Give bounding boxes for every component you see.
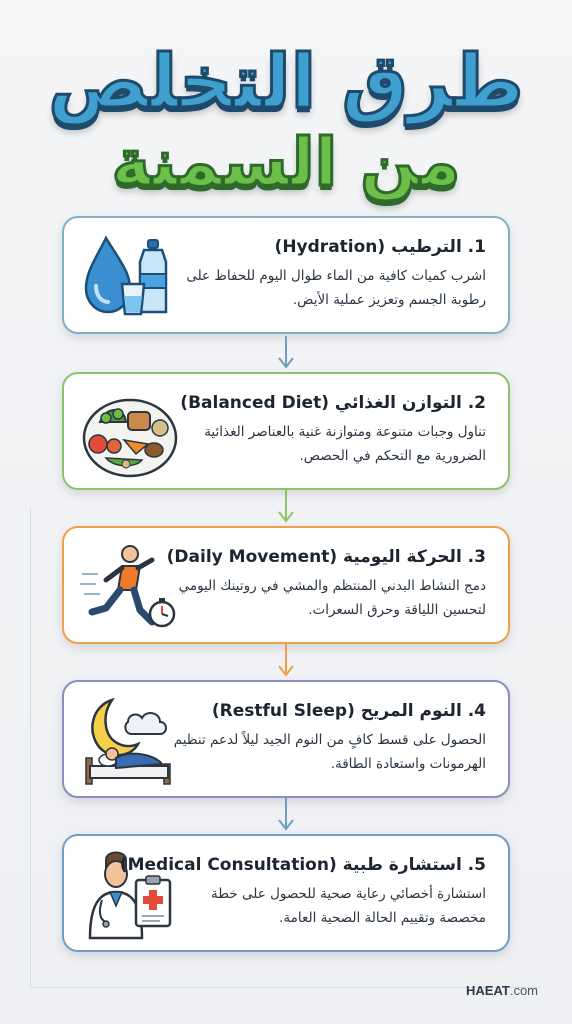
card-description: الحصول على قسط كافٍ من النوم الجيد ليلاً لدعم تنظيم الهرمونات واستعادة الطاقة. xyxy=(173,732,486,772)
card-restful-sleep xyxy=(62,680,510,798)
card-balanced-diet xyxy=(62,372,510,490)
title-line-2: من السمنة xyxy=(111,124,461,201)
arrow-down-icon xyxy=(276,490,296,526)
watermark-brand: HAEAT xyxy=(466,983,510,998)
card-title: 5. استشارة طبية (Medical Consultation) xyxy=(119,855,486,875)
card-medical-consultation xyxy=(62,834,510,952)
decorative-line-bottom xyxy=(30,987,540,988)
decorative-line xyxy=(30,508,31,988)
arrow-down-icon xyxy=(276,644,296,680)
food-plate-icon xyxy=(78,384,178,480)
card-daily-movement xyxy=(62,526,510,644)
card-description: اشرب كميات كافية من الماء طوال اليوم للحفاظ على رطوبة الجسم وتعزيز عملية الأيض. xyxy=(186,268,486,308)
water-drop-bottle-icon xyxy=(78,228,178,324)
title-line-1: طرق التخلص xyxy=(48,39,524,125)
site-watermark xyxy=(466,983,538,998)
card-title: 2. التوازن الغذائي (Balanced Diet) xyxy=(180,393,486,413)
card-description: استشارة أخصائي رعاية صحية للحصول على خطة مخصصة وتقييم الحالة الصحية العامة. xyxy=(211,886,486,926)
runner-stopwatch-icon xyxy=(78,538,178,634)
card-description: تناول وجبات متنوعة ومتوازنة غنية بالعناصر الغذائية الضرورية مع التحكم في الحصص. xyxy=(204,424,486,464)
card-hydration xyxy=(62,216,510,334)
card-title: 3. الحركة اليومية (Daily Movement) xyxy=(166,547,486,567)
card-title: 1. الترطيب (Hydration) xyxy=(274,237,486,257)
arrow-down-icon xyxy=(276,336,296,372)
moon-bed-icon xyxy=(78,692,178,788)
arrow-down-icon xyxy=(276,798,296,834)
card-title: 4. النوم المريح (Restful Sleep) xyxy=(211,701,486,721)
watermark-suffix: .com xyxy=(509,983,538,998)
page-title xyxy=(0,40,572,202)
card-description: دمج النشاط البدني المنتظم والمشي في روتينك اليومي لتحسين اللياقة وحرق السعرات. xyxy=(178,578,486,618)
